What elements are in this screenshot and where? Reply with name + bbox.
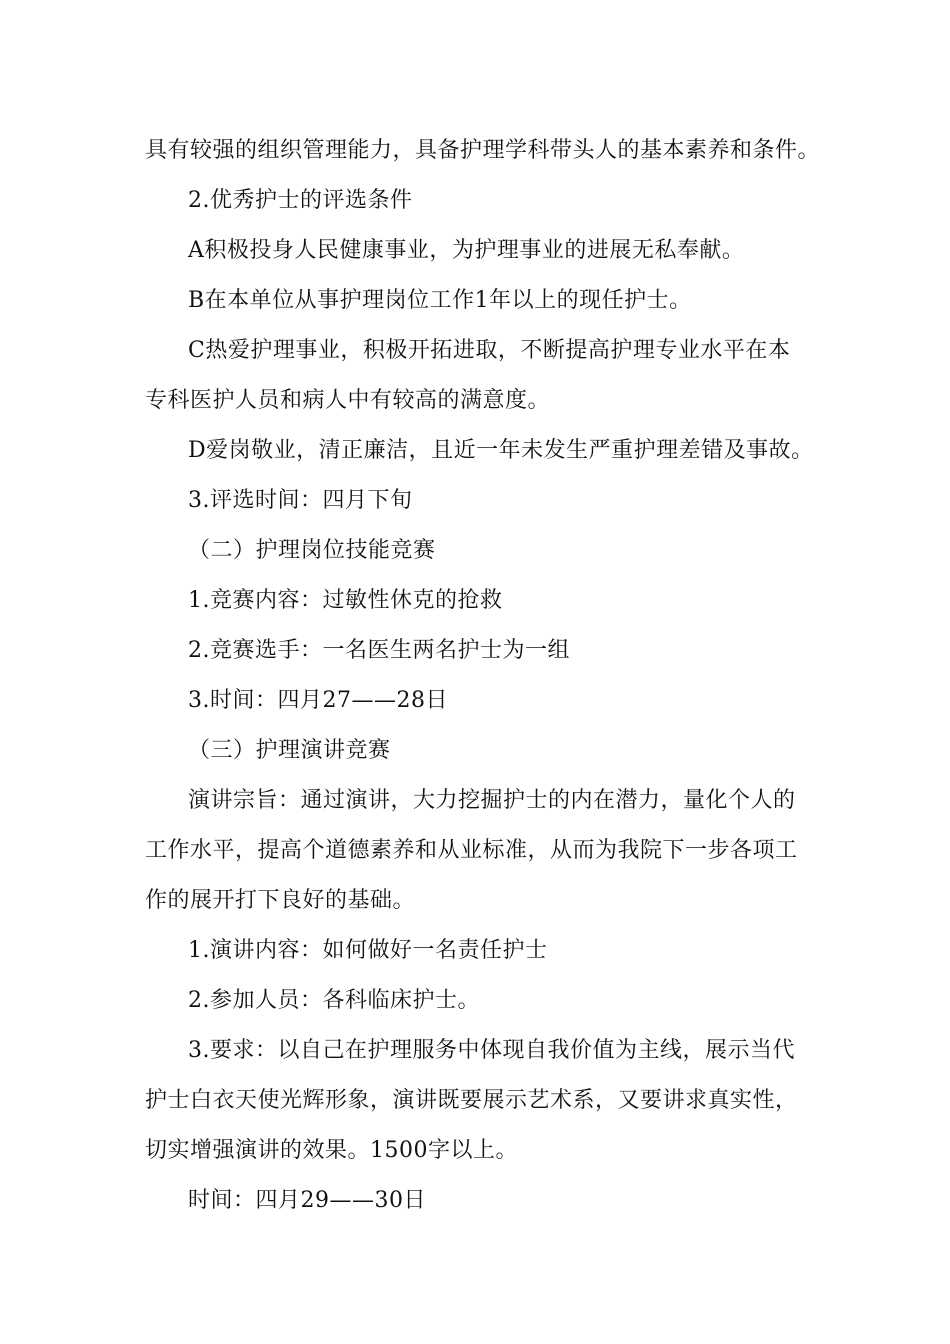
text-line: C热爱护理事业，积极开拓进取，不断提高护理专业水平在本 <box>188 338 791 363</box>
text-line: 作的展开打下良好的基础。 <box>145 888 416 913</box>
text-line: 3.要求：以自己在护理服务中体现自我价值为主线，展示当代 <box>188 1038 795 1063</box>
text-line: D爱岗敬业，清正廉洁，且近一年未发生严重护理差错及事故。 <box>188 438 814 463</box>
text-line: 切实增强演讲的效果。1500字以上。 <box>145 1138 518 1163</box>
text-line: 工作水平，提高个道德素养和从业标准，从而为我院下一步各项工 <box>145 838 798 863</box>
text-line: 3.评选时间：四月下旬 <box>188 488 413 513</box>
text-line: 1.竞赛内容：过敏性休克的抢救 <box>188 588 503 613</box>
text-line: 2.优秀护士的评选条件 <box>188 188 413 213</box>
text-line: 护士白衣天使光辉形象，演讲既要展示艺术系，又要讲求真实性， <box>145 1088 798 1113</box>
text-line: 3.时间：四月27——28日 <box>188 688 448 713</box>
text-line: B在本单位从事护理岗位工作1年以上的现任护士。 <box>188 288 692 313</box>
text-line: A积极投身人民健康事业，为护理事业的进展无私奉献。 <box>188 238 745 263</box>
text-line: 演讲宗旨：通过演讲，大力挖掘护士的内在潜力，量化个人的 <box>188 788 796 813</box>
text-line: 2.竞赛选手：一名医生两名护士为一组 <box>188 638 570 663</box>
text-line: 具有较强的组织管理能力，具备护理学科带头人的基本素养和条件。 <box>145 138 821 163</box>
section-heading: （二）护理岗位技能竞赛 <box>188 538 436 563</box>
section-heading: （三）护理演讲竞赛 <box>188 738 391 763</box>
text-line: 专科医护人员和病人中有较高的满意度。 <box>145 388 551 413</box>
text-line: 1.演讲内容：如何做好一名责任护士 <box>188 938 548 963</box>
text-line: 2.参加人员：各科临床护士。 <box>188 988 480 1013</box>
text-line: 时间：四月29——30日 <box>188 1188 426 1213</box>
